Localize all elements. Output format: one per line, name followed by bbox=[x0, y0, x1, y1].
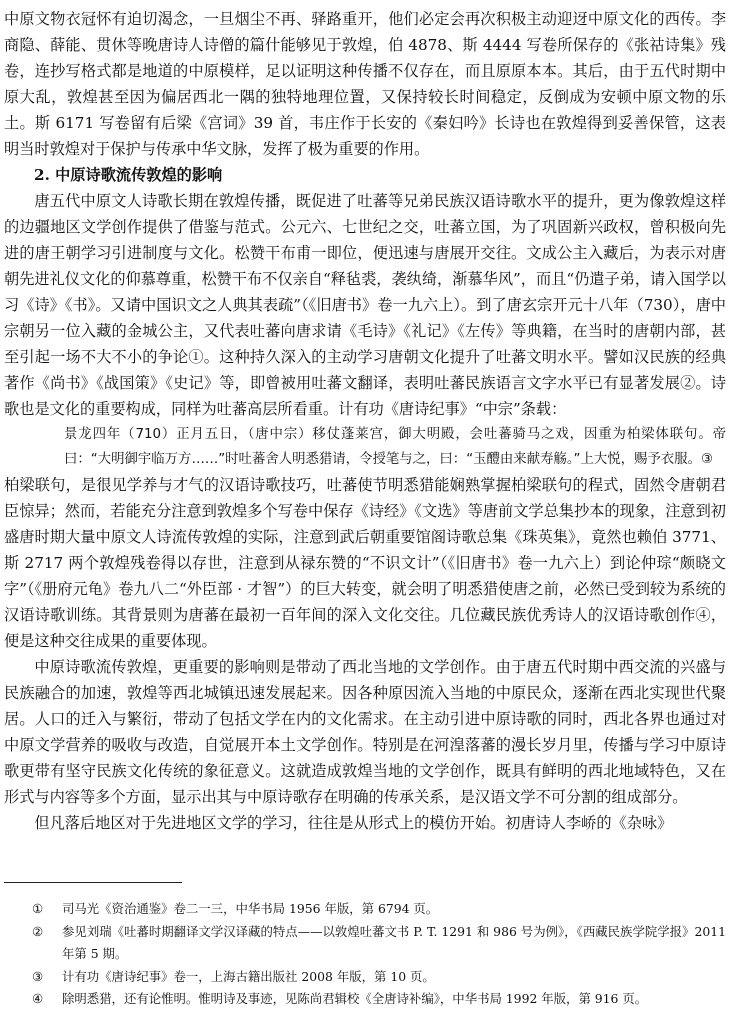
paragraph-2: 唐五代中原文人诗歌长期在敦煌传播，既促进了吐蕃等兄弟民族汉语诗歌水平的提升，更为像敦煌这样的边疆地区文学创作提供了借鉴与范式。公元六、七世纪之交，吐蕃立国，为了巩固新兴政权，曾积极向先进的唐王朝学习引进制度与文化。松赞干布甫一即位，便迅速与唐展开交往。文成公主入藏后，为表示对唐朝先进礼仪文化的仰慕尊重，松赞干布不仅亲自“释毡裘，袭纨绮，渐慕华风”，而且“仍遣子弟，请入国学以习《诗》《书》。又请中国识文之人典其表疏”（《旧唐书》卷一九六上）。到了唐玄宗开元十八年（730），唐中宗朝另一位入藏的金城公主，又代表吐蕃向唐求请《毛诗》《礼记》《左传》等典籍，在当时的唐朝内部，甚至引起一场不大不小的争论①。这种持久深入的主动学习唐朝文化提升了吐蕃文明水平。譬如汉民族的经典著作《尚书》《战国策》《史记》等，即曾被用吐蕃文翻译，表明吐蕃民族语言文字水平已有显著发展②。诗歌也是文化的重要构成，同样为吐蕃高层所看重。计有功《唐诗纪事》“中宗”条载： bbox=[4, 192, 726, 418]
footnote-text: 司马光《资治通鉴》卷二一三，中华书局 1956 年版，第 6794 页。 bbox=[62, 901, 439, 916]
section-heading: 2. 中原诗歌流传敦煌的影响 bbox=[34, 166, 223, 184]
footnote-text: 计有功《唐诗纪事》卷一，上海古籍出版社 2008 年版，第 10 页。 bbox=[62, 968, 435, 984]
footnote-2 bbox=[4, 921, 726, 966]
footnote-number: ④ bbox=[32, 991, 44, 1006]
paragraph-1: 中原文物衣冠怀有迫切渴念，一旦烟尘不再、驿路重开，他们必定会再次积极主动迎迓中原文化的西传。李商隐、薛能、贯休等晚唐诗人诗僧的篇什能够见于敦煌，伯 4878、斯 4444 写卷所保存的《张祜诗集》残卷，连抄写格式都是地道的中原模样，足以证明这种传播不仅存在，而且原原本本。其后，由于五代时期中原大乱，敦煌甚至因为偏居西北一隅的独特地理位置，又保持较长时间稳定，反倒成为安顿中原文物的乐土。斯 6171 写卷留有后梁《宫词》39 首，韦庄作于长安的《秦妇吟》长诗也在敦煌得到妥善保管，这表明当时敦煌对于保护与传承中华文脉，发挥了极为重要的作用。 bbox=[4, 10, 726, 158]
footnote-number: ① bbox=[32, 901, 44, 916]
footnote-number: ③ bbox=[32, 968, 44, 984]
footnote-divider bbox=[4, 882, 182, 883]
footnotes bbox=[4, 898, 726, 1011]
paragraph-5: 但凡落后地区对于先进地区文学的学习，往往是从形式上的模仿开始。初唐诗人李峤的《杂咏》 bbox=[34, 814, 673, 832]
paragraph-4: 中原诗歌流传敦煌，更重要的影响则是带动了西北当地的文学创作。由于唐五代时期中西交流的兴盛与民族融合的加速，敦煌等西北城镇迅速发展起来。因各种原因流入当地的中原民众，逐渐在西北实现世代聚居。人口的迁入与繁衍，带动了包括文学在内的文化需求。在主动引进中原诗歌的同时，西北各界也通过对中原文学营养的吸收与改造，自觉展开本土文学创作。特别是在河湟落蕃的漫长岁月里，传播与学习中原诗歌更带有坚守民族文化传统的象征意义。这就造成敦煌当地的文学创作，既具有鲜明的西北地域特色，又在形式与内容等多个方面，显示出其与中原诗歌存在明确的传承关系，是汉语文学不可分割的组成部分。 bbox=[4, 658, 726, 806]
footnote-number: ② bbox=[32, 923, 44, 939]
article-body bbox=[4, 6, 726, 836]
footnote-1 bbox=[4, 898, 726, 921]
footnote-4 bbox=[4, 988, 726, 1011]
block-quote bbox=[4, 422, 726, 472]
paragraph-3: 柏梁联句，是很见学养与才气的汉语诗歌技巧，吐蕃使节明悉猎能娴熟掌握柏梁联句的程式，固然令唐朝君臣惊异；然而，若能充分注意到敦煌多个写卷中保存《诗经》《文选》等唐前文学总集抄本的现象，注意到初盛唐时期大量中原文人诗流传敦煌的实际，注意到武后朝重要馆阁诗歌总集《珠英集》，竟然也赖伯 3771、斯 2717 两个敦煌残卷得以存世，注意到从禄东赞的“不识文计”（《旧唐书》卷一九六上）到论仲琮“颇晓文字”（《册府元龟》卷九八二“外臣部 · 才智”）的巨大转变，就会明了明悉猎使唐之前，必然已受到较为系统的汉语诗歌训练。其背景则为唐蕃在最初一百年间的深入文化交往。几位藏民族优秀诗人的汉语诗歌创作④，便是这种交往成果的重要体现。 bbox=[4, 476, 726, 650]
block-quote-text: 景龙四年（710）正月五日，（唐中宗）移仗蓬莱宫，御大明殿，会吐蕃骑马之戏，因重为柏梁体联句。帝曰：“大明御宇临万方……”时吐蕃舍人明悉猎请，令授笔与之，曰：“玉醴由来献寿觞。”上大悦，赐予衣服。③ bbox=[64, 427, 726, 467]
footnote-text: 除明悉猎，还有论惟明。惟明诗及事迹，见陈尚君辑校《全唐诗补编》，中华书局 1992 年版，第 916 页。 bbox=[62, 991, 648, 1006]
footnote-text: 参见刘瑞《吐蕃时期翻译文学汉译藏的特点——以敦煌吐蕃文书 P. T. 1291 和 986 号为例》，《西藏民族学院学报》2011 年第 5 期。 bbox=[62, 923, 726, 961]
footnote-3 bbox=[4, 966, 726, 989]
